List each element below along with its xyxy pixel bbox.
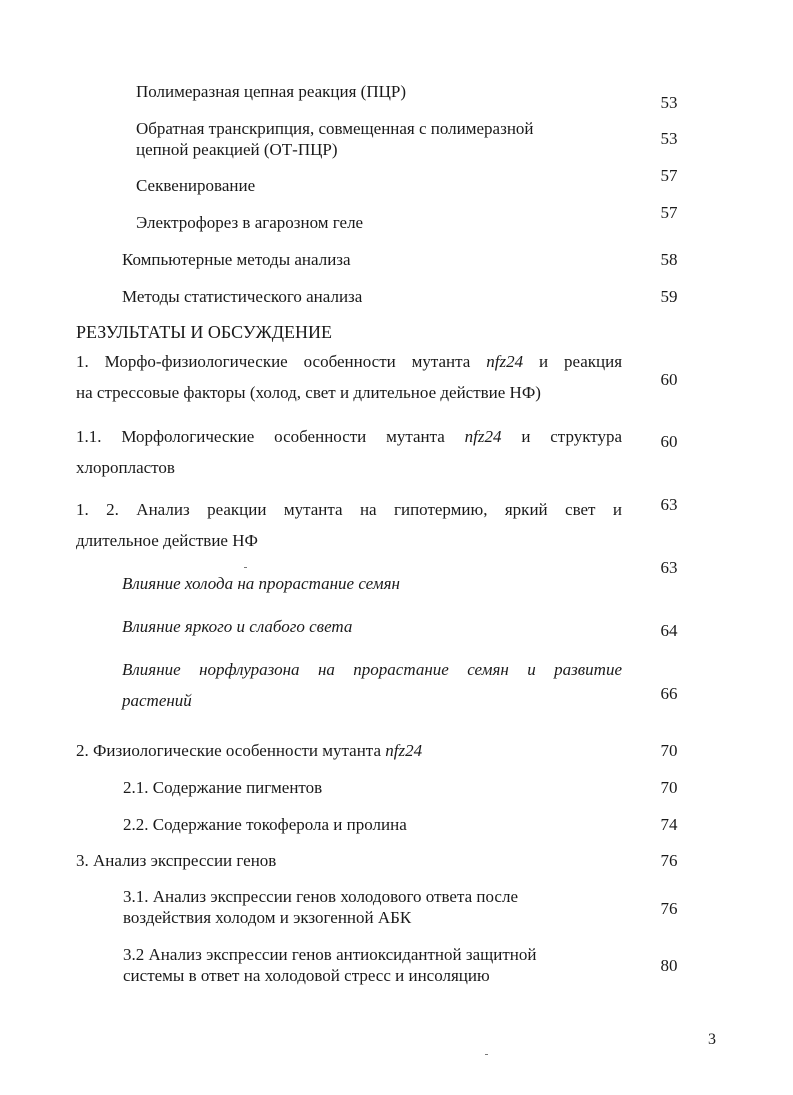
- toc-entry-page: 64: [660, 621, 678, 640]
- mutant-name: nfz24: [385, 741, 423, 760]
- toc-entry-title: Компьютерные методы анализа: [122, 250, 351, 269]
- toc-entry-page: 53: [660, 93, 678, 112]
- mutant-name: nfz24: [486, 352, 524, 371]
- toc-entry-title: 3. Анализ экспрессии генов: [76, 851, 277, 870]
- scan-speck: [485, 1054, 488, 1055]
- toc-entry-page: 59: [660, 287, 678, 306]
- toc-entry-page: 63: [660, 495, 678, 514]
- toc-entry-title: 3.1. Анализ экспрессии генов холодового ответа после: [123, 887, 519, 906]
- toc-entry-title: 1. 2. Анализ реакции мутанта на гипотермию, яркий свет и: [76, 500, 622, 519]
- toc-entry-title-cont: воздействия холодом и экзогенной АБК: [123, 908, 412, 927]
- toc-entry-title: 2. Физиологические особенности мутанта nfz24: [76, 741, 423, 760]
- toc-entry-title: 1. Морфо-физиологические особенности мутанта nfz24 и реакция: [76, 352, 623, 371]
- toc-entry-page: 76: [660, 851, 678, 870]
- toc-entry-title: Влияние холода на прорастание семян: [122, 574, 400, 593]
- scan-speck: [244, 567, 247, 568]
- toc-entry-title-cont: системы в ответ на холодовой стресс и инсоляцию: [123, 966, 490, 985]
- toc-entry-page: 57: [660, 203, 678, 222]
- toc-entry-page: 57: [660, 166, 678, 185]
- section-heading: РЕЗУЛЬТАТЫ И ОБСУЖДЕНИЕ: [76, 322, 333, 342]
- page-number: 3: [708, 1031, 716, 1048]
- toc-entry-page: 74: [660, 815, 678, 834]
- toc-entry-title: Влияние норфлуразона на прорастание семян и развитие: [122, 660, 622, 679]
- toc-entry-page: 70: [660, 778, 678, 797]
- toc-entry-title-cont: растений: [122, 691, 192, 710]
- mutant-name: nfz24: [464, 427, 502, 446]
- toc-entry-title: 2.2. Содержание токоферола и пролина: [123, 815, 407, 834]
- toc-entry-page: 53: [660, 129, 678, 148]
- toc-entry-title-cont: цепной реакцией (ОТ-ПЦР): [136, 140, 338, 159]
- toc-entry-title: 3.2 Анализ экспрессии генов антиоксидантной защитной: [123, 945, 537, 964]
- toc-entry-page: 80: [660, 956, 678, 975]
- toc-entry-title: Влияние яркого и слабого света: [122, 617, 353, 636]
- toc-entry-page: 63: [660, 558, 678, 577]
- toc-entry-title-cont: хлоропластов: [76, 458, 175, 477]
- toc-entry-title: Полимеразная цепная реакция (ПЦР): [136, 82, 407, 101]
- toc-entry-title: Электрофорез в агарозном геле: [136, 213, 364, 232]
- toc-entry-page: 76: [660, 899, 678, 918]
- toc-entry-title: 1.1. Морфологические особенности мутанта nfz24 и структура: [76, 427, 623, 446]
- toc-entry-page: 70: [660, 741, 678, 760]
- toc-entry-title-cont: длительное действие НФ: [76, 531, 258, 550]
- toc-entry-page: 66: [660, 684, 678, 703]
- toc-entry-title: Методы статистического анализа: [122, 287, 363, 306]
- toc-entry-page: 60: [660, 432, 678, 451]
- toc-entry-title: Обратная транскрипция, совмещенная с полимеразной: [136, 119, 534, 138]
- toc-entry-title-cont: на стрессовые факторы (холод, свет и длительное действие НФ): [76, 383, 541, 402]
- toc-entry-page: 58: [660, 250, 678, 269]
- toc-entry-title: Секвенирование: [136, 176, 256, 195]
- toc-entry-page: 60: [660, 370, 678, 389]
- toc-entry-title: 2.1. Содержание пигментов: [123, 778, 323, 797]
